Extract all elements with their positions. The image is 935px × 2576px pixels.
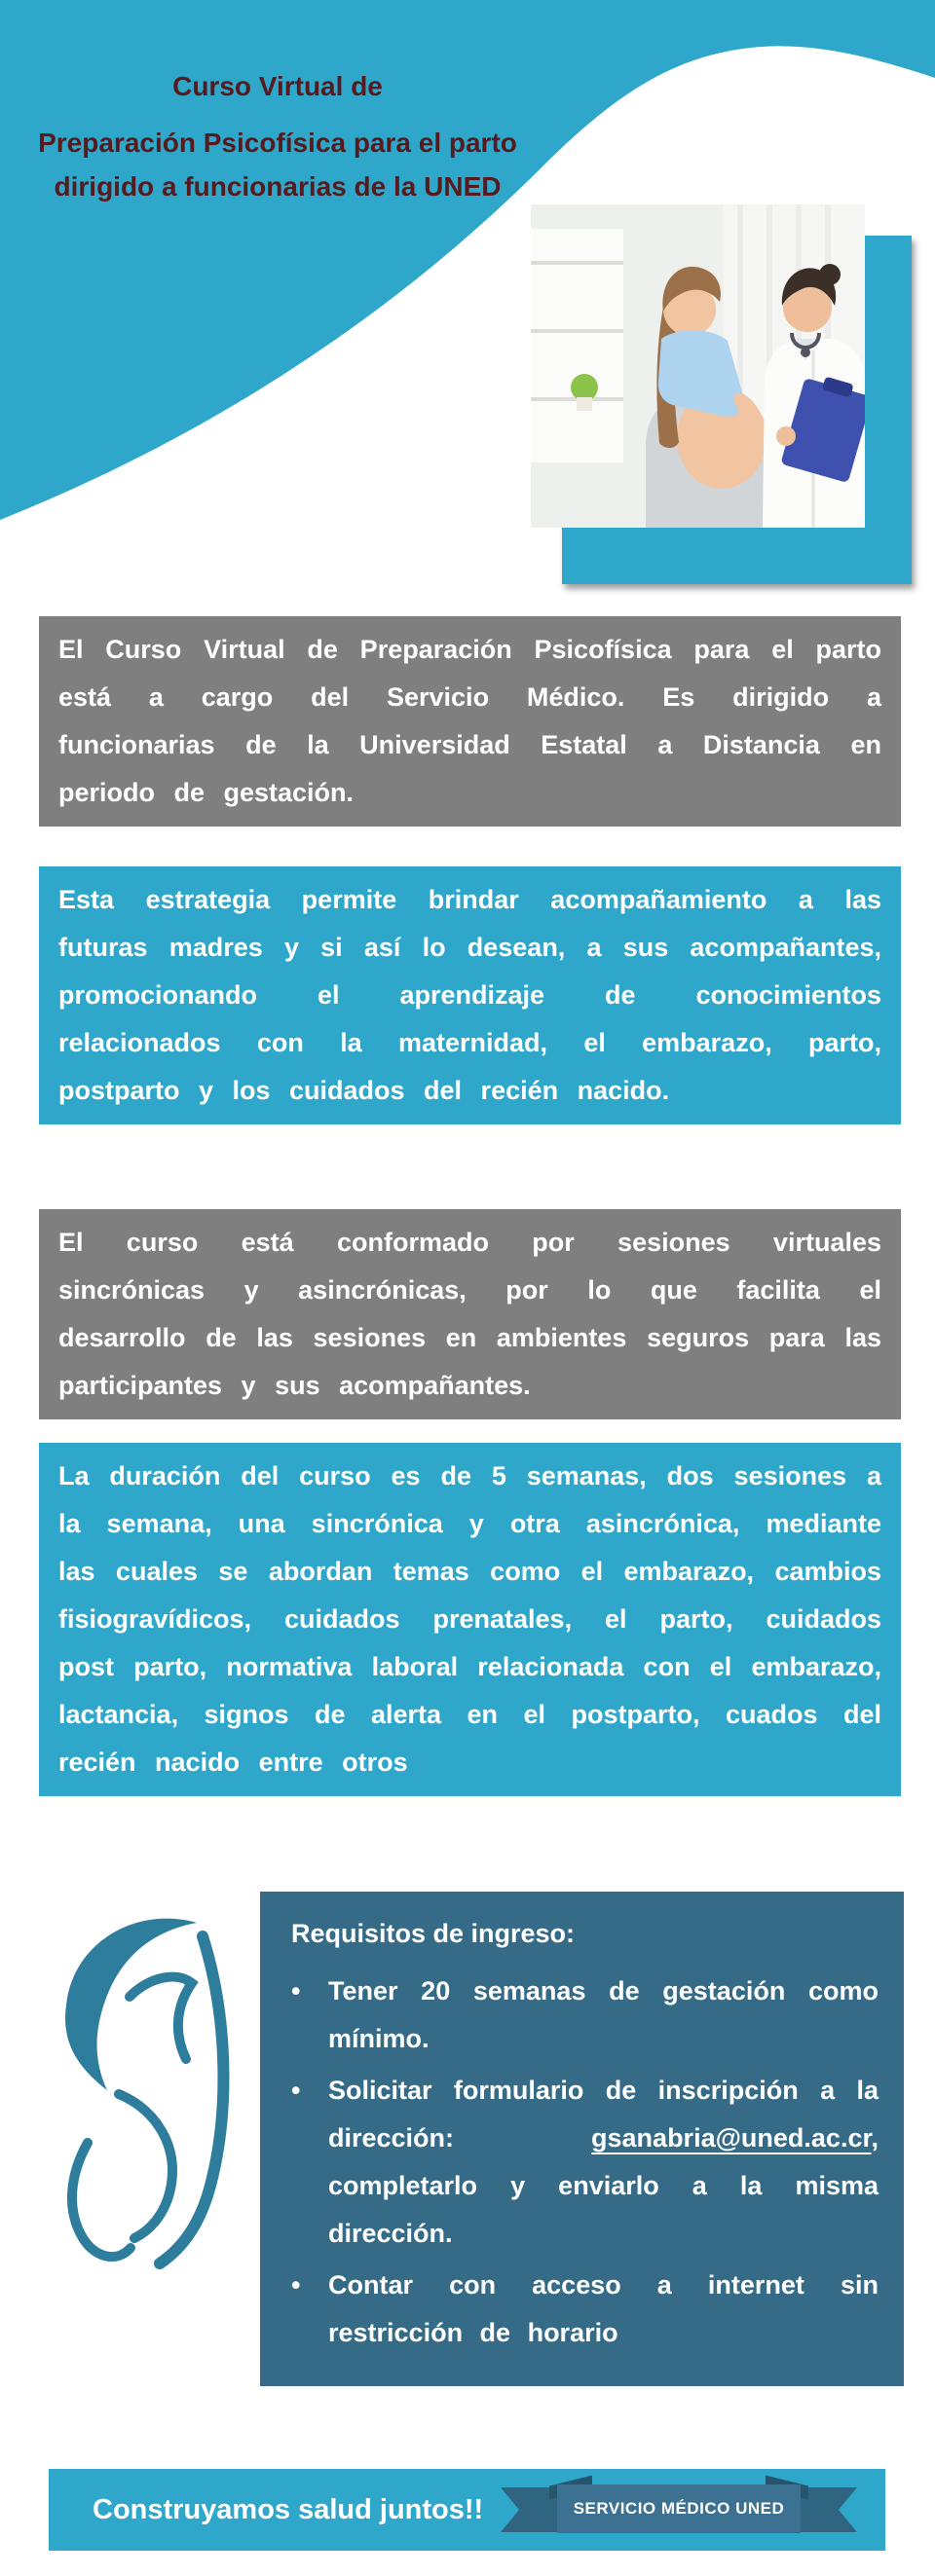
course-title-line2: Preparación Psicofísica para el parto [38,128,517,158]
requirement-text: Contar con acceso a internet sin restricción de horario [328,2270,879,2347]
bullet-icon: • [291,1976,301,2006]
requirement-text: Tener 20 semanas de gestación como mínimo. [328,1976,879,2053]
requirement-item [291,2262,879,2357]
requirement-item [291,1968,879,2063]
mother-and-child-silhouette-icon [29,1894,243,2302]
servicio-medico-ribbon [501,2469,857,2551]
requirement-text-after: , completarlo y enviarlo a la misma dirección. [328,2123,879,2248]
bullet-icon: • [291,2270,301,2300]
course-title [15,70,541,208]
footer-bar [49,2469,885,2551]
pregnant-woman-with-doctor-photo [531,204,865,528]
course-title-line1: Curso Virtual de [172,71,383,101]
duration-paragraph: La duración del curso es de 5 semanas, dos sesiones a la semana, una sincrónica y otra asincrónica, mediante las cuales se abordan temas como el embarazo, cambios fisiogravídicos, cuidados prenatales, el parto, cuidados post parto, normativa laboral relacionada con el embarazo, lactancia, signos de alerta en el postparto, cuados del recién nacido entre otros [39,1443,901,1796]
requirement-text-before: Solicitar formulario de inscripción a la dirección: [328,2076,879,2153]
inscription-email-link[interactable]: gsanabria@uned.ac.cr [591,2123,872,2153]
requirement-text [328,2067,879,2258]
strategy-paragraph: Esta estrategia permite brindar acompañamiento a las futuras madres y si así lo desean, a sus acompañantes, promocionando el aprendizaje de conocimientos relacionados con la maternidad, el embarazo, parto, postparto y los cuidados del recién nacido. [39,866,901,1124]
requirements-title: Requisitos de ingreso: [291,1919,576,1948]
footer-slogan: Construyamos salud juntos!! [93,2494,484,2525]
course-title-line3: dirigido a funcionarias de la UNED [54,171,502,202]
bullet-icon: • [291,2076,301,2105]
intro-paragraph: El Curso Virtual de Preparación Psicofísica para el parto está a cargo del Servicio Médico. Es dirigido a funcionarias de la Universidad Estatal a Distancia en periodo de gestación. [39,616,901,827]
requirements-box [260,1892,904,2386]
ribbon-banner [557,2484,801,2533]
requirement-item [291,2067,879,2258]
format-paragraph: El curso está conformado por sesiones virtuales sincrónicas y asincrónicas, por lo que facilita el desarrollo de las sesiones en ambientes seguros para las participantes y sus acompañantes. [39,1209,901,1419]
ribbon-label: SERVICIO MÉDICO UNED [573,2499,785,2518]
